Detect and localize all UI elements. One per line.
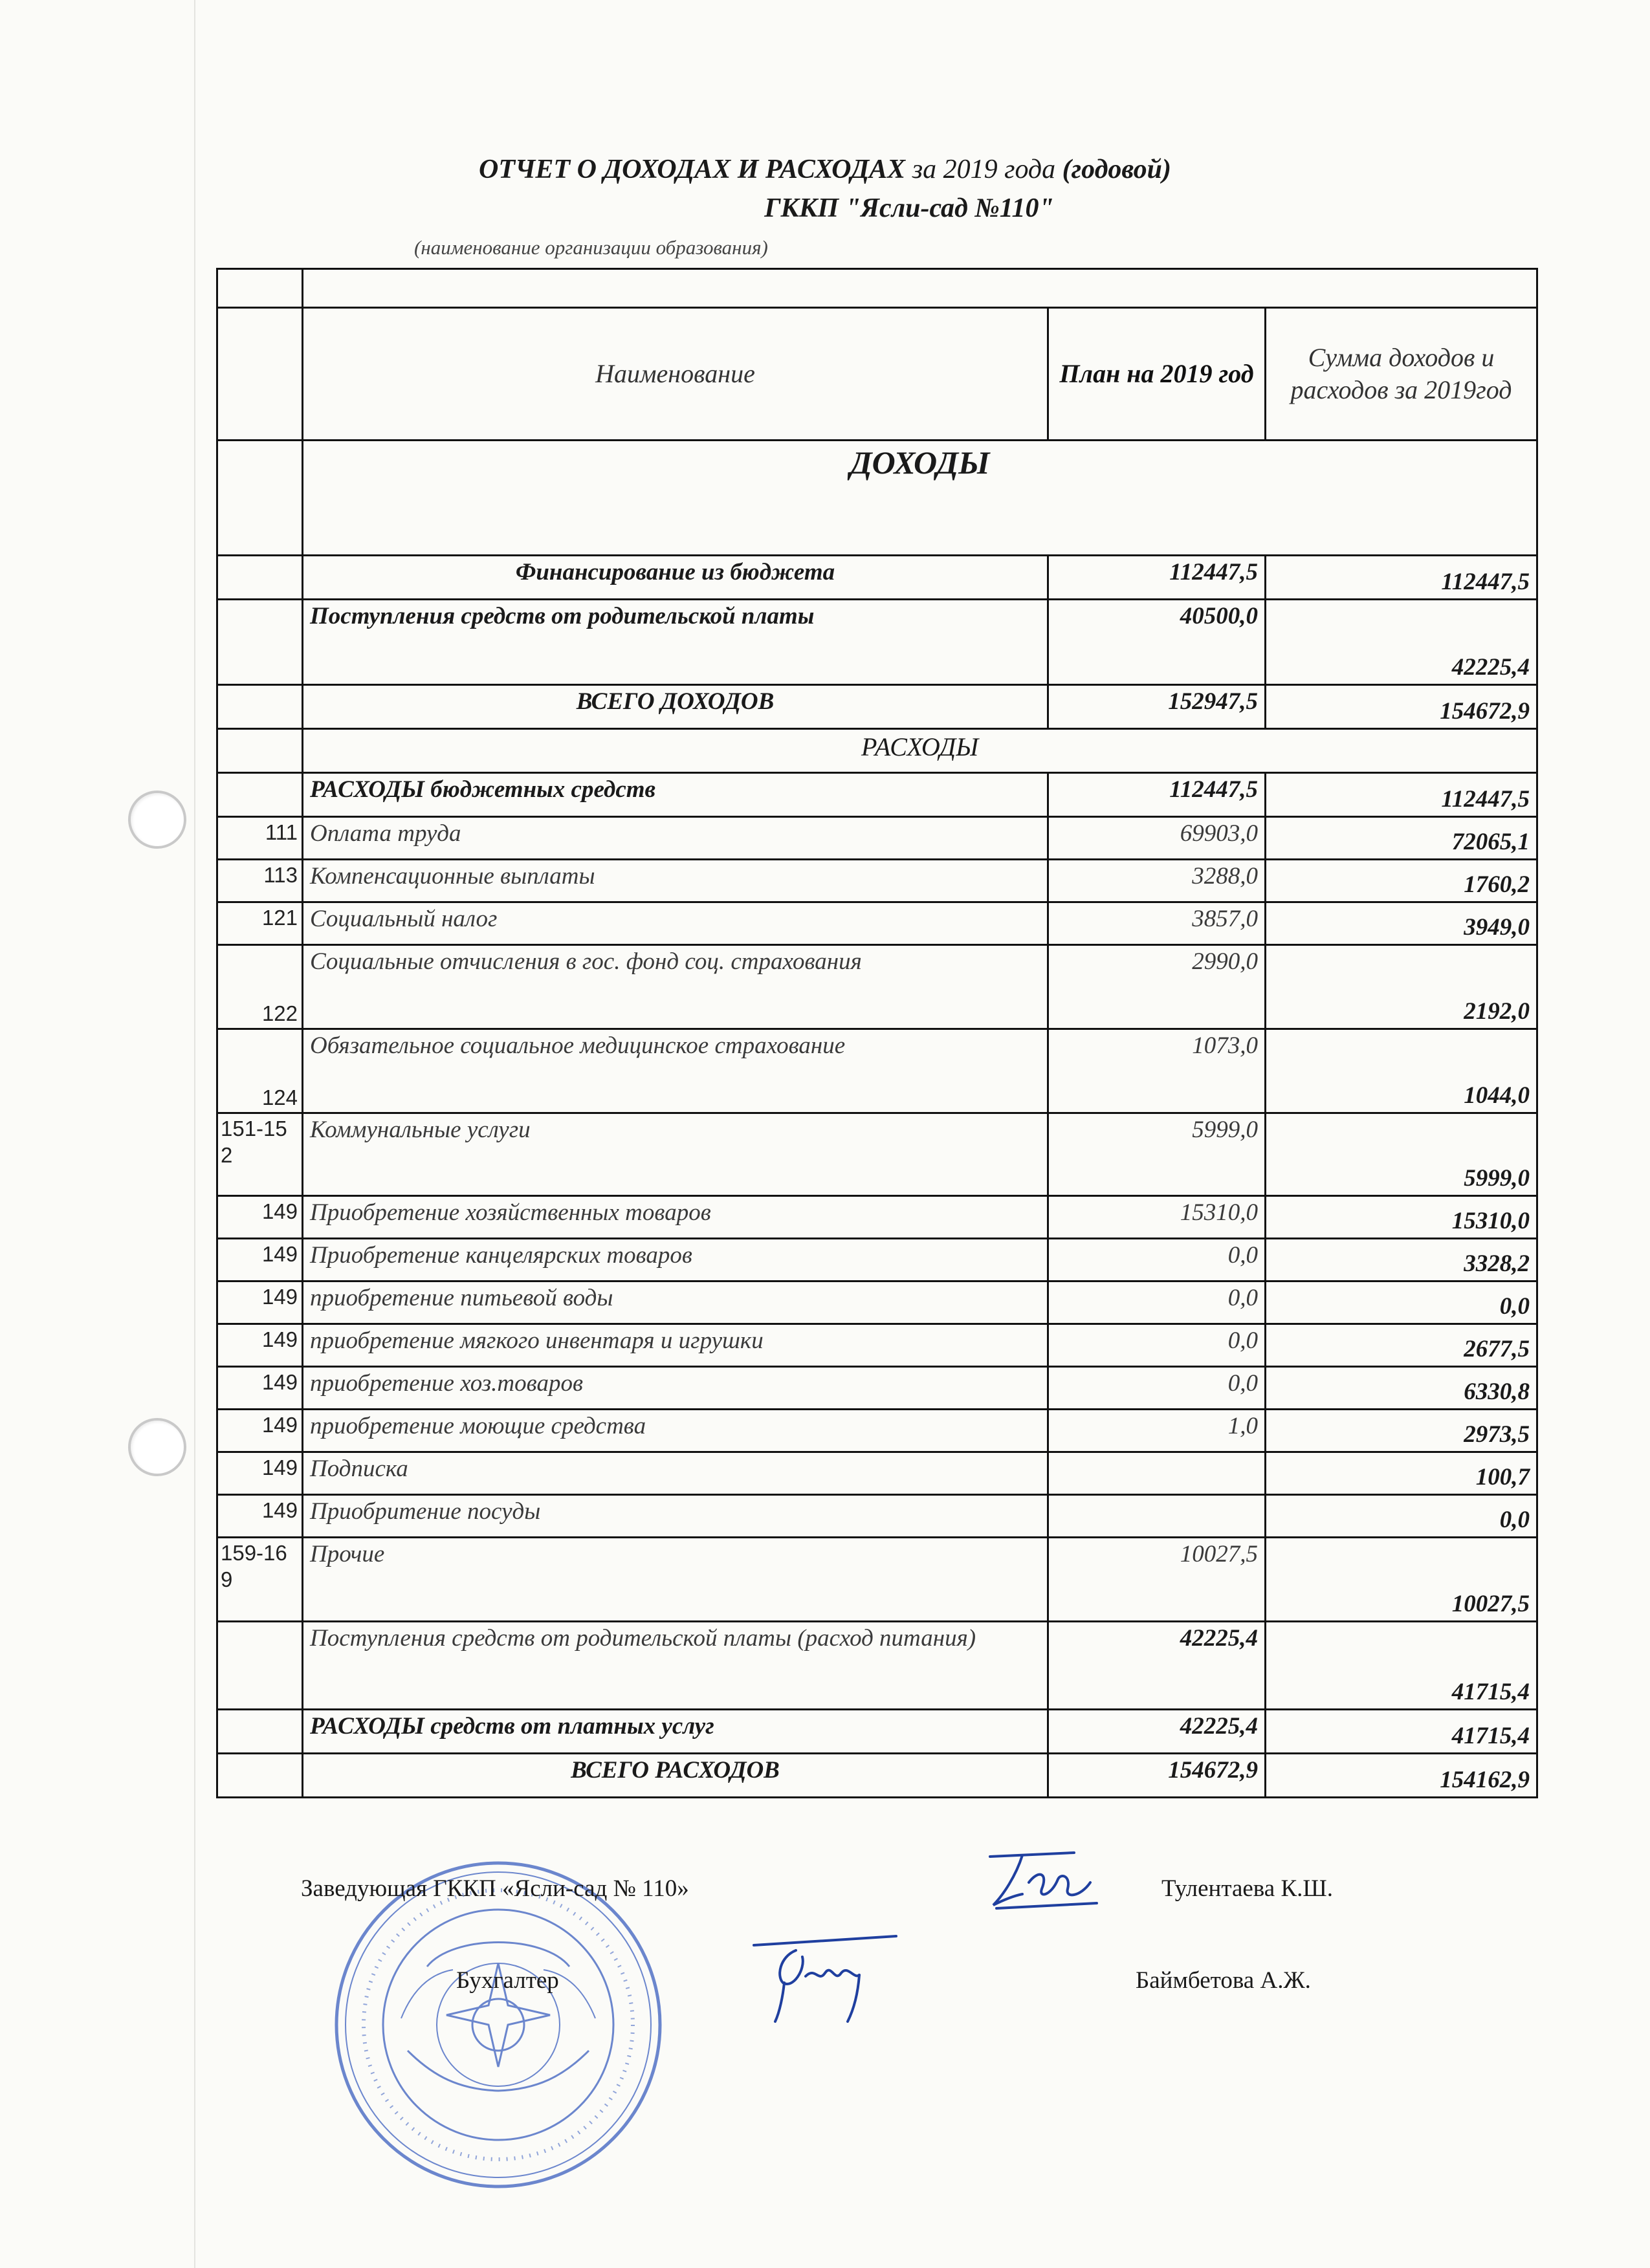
budget-expenses-plan: 112447,5 bbox=[1048, 773, 1266, 817]
row-plan: 0,0 bbox=[1048, 1324, 1266, 1367]
row-actual: 3328,2 bbox=[1266, 1239, 1537, 1281]
column-header-sum: Сумма доходов и расходов за 2019год bbox=[1266, 308, 1537, 441]
table-row bbox=[217, 1710, 1537, 1754]
row-plan: 40500,0 bbox=[1048, 600, 1266, 685]
budget-expenses-label: РАСХОДЫ бюджетных средств bbox=[303, 773, 1048, 817]
row-plan: 1,0 bbox=[1048, 1410, 1266, 1452]
row-plan: 0,0 bbox=[1048, 1281, 1266, 1324]
row-plan bbox=[1048, 1495, 1266, 1538]
row-plan: 2990,0 bbox=[1048, 945, 1266, 1029]
table-row bbox=[217, 556, 1537, 600]
table-row bbox=[217, 860, 1537, 902]
table-row bbox=[217, 1367, 1537, 1410]
row-plan: 112447,5 bbox=[1048, 556, 1266, 600]
row-plan: 0,0 bbox=[1048, 1239, 1266, 1281]
table-row bbox=[217, 1410, 1537, 1452]
row-name: приобретение хоз.товаров bbox=[303, 1367, 1048, 1410]
row-code: 122 bbox=[217, 945, 303, 1029]
accountant-signature-icon bbox=[744, 1931, 899, 2028]
table-row bbox=[217, 1196, 1537, 1239]
row-code: 149 bbox=[217, 1239, 303, 1281]
row-name: Поступления средств от родительской платы bbox=[303, 600, 1048, 685]
parent-fees-label: Поступления средств от родительской платы (расход питания) bbox=[303, 1622, 1048, 1710]
row-actual: 5999,0 bbox=[1266, 1113, 1537, 1196]
total-expenses-label: ВСЕГО РАСХОДОВ bbox=[303, 1754, 1048, 1798]
row-name: приобретение питьевой воды bbox=[303, 1281, 1048, 1324]
row-code: 124 bbox=[217, 1029, 303, 1113]
income-expense-table bbox=[216, 268, 1538, 1798]
row-actual: 100,7 bbox=[1266, 1452, 1537, 1495]
row-plan: 10027,5 bbox=[1048, 1538, 1266, 1622]
column-header-name: Наименование bbox=[303, 308, 1048, 441]
row-name: Приобретение хозяйственных товаров bbox=[303, 1196, 1048, 1239]
row-plan: 3288,0 bbox=[1048, 860, 1266, 902]
income-section-title: ДОХОДЫ bbox=[303, 441, 1537, 556]
organization-caption: (наименование организации образования) bbox=[414, 236, 768, 259]
paid-services-actual: 41715,4 bbox=[1266, 1710, 1537, 1754]
table-row bbox=[217, 945, 1537, 1029]
total-income-label: ВСЕГО ДОХОДОВ bbox=[303, 685, 1048, 729]
table-top-row bbox=[217, 269, 1537, 308]
organization-name: ГККП "Ясли-сад №110" bbox=[764, 193, 1054, 223]
row-actual: 6330,8 bbox=[1266, 1367, 1537, 1410]
expense-section-title: РАСХОДЫ bbox=[303, 729, 1537, 773]
row-actual: 15310,0 bbox=[1266, 1196, 1537, 1239]
punch-hole bbox=[128, 1418, 186, 1476]
table-row bbox=[217, 1538, 1537, 1622]
row-code: 149 bbox=[217, 1324, 303, 1367]
parent-fees-plan: 42225,4 bbox=[1048, 1622, 1266, 1710]
row-actual: 72065,1 bbox=[1266, 817, 1537, 860]
row-code: 113 bbox=[217, 860, 303, 902]
row-actual: 2192,0 bbox=[1266, 945, 1537, 1029]
table-row bbox=[217, 1029, 1537, 1113]
row-code: 149 bbox=[217, 1367, 303, 1410]
expense-section-row bbox=[217, 729, 1537, 773]
row-name: Коммунальные услуги bbox=[303, 1113, 1048, 1196]
punch-hole bbox=[128, 791, 186, 849]
table-row bbox=[217, 600, 1537, 685]
row-actual: 10027,5 bbox=[1266, 1538, 1537, 1622]
paid-services-plan: 42225,4 bbox=[1048, 1710, 1266, 1754]
row-actual: 112447,5 bbox=[1266, 556, 1537, 600]
row-name: приобретение моющие средства bbox=[303, 1410, 1048, 1452]
head-name: Тулентаева К.Ш. bbox=[1161, 1875, 1333, 1902]
row-name: Приобретение канцелярских товаров bbox=[303, 1239, 1048, 1281]
row-code: 149 bbox=[217, 1410, 303, 1452]
row-name: приобретение мягкого инвентаря и игрушки bbox=[303, 1324, 1048, 1367]
row-code: 159-169 bbox=[217, 1538, 303, 1622]
row-actual: 0,0 bbox=[1266, 1281, 1537, 1324]
row-code: 149 bbox=[217, 1452, 303, 1495]
row-name: Подписка bbox=[303, 1452, 1048, 1495]
table-header-row bbox=[217, 308, 1537, 441]
row-actual: 1760,2 bbox=[1266, 860, 1537, 902]
row-actual: 2973,5 bbox=[1266, 1410, 1537, 1452]
table-row bbox=[217, 1281, 1537, 1324]
row-name: Обязательное социальное медицинское страхование bbox=[303, 1029, 1048, 1113]
table-row bbox=[217, 1495, 1537, 1538]
income-section-row bbox=[217, 441, 1537, 556]
row-name: Финансирование из бюджета bbox=[303, 556, 1048, 600]
report-title: ОТЧЕТ О ДОХОДАХ И РАСХОДАХ за 2019 года (годовой) bbox=[479, 155, 1171, 184]
table-row bbox=[217, 773, 1537, 817]
row-plan bbox=[1048, 1452, 1266, 1495]
total-income-plan: 152947,5 bbox=[1048, 685, 1266, 729]
accountant-name: Баймбетова А.Ж. bbox=[1136, 1967, 1311, 1994]
column-header-plan: План на 2019 год bbox=[1048, 308, 1266, 441]
table-row bbox=[217, 1452, 1537, 1495]
row-name: Компенсационные выплаты bbox=[303, 860, 1048, 902]
row-code: 149 bbox=[217, 1281, 303, 1324]
budget-expenses-actual: 112447,5 bbox=[1266, 773, 1537, 817]
table-row bbox=[217, 1324, 1537, 1367]
row-code: 121 bbox=[217, 902, 303, 945]
table-row bbox=[217, 1113, 1537, 1196]
row-plan: 15310,0 bbox=[1048, 1196, 1266, 1239]
table-row bbox=[217, 1754, 1537, 1798]
row-plan: 69903,0 bbox=[1048, 817, 1266, 860]
row-name: Прочие bbox=[303, 1538, 1048, 1622]
paid-services-label: РАСХОДЫ средств от платных услуг bbox=[303, 1710, 1048, 1754]
parent-fees-actual: 41715,4 bbox=[1266, 1622, 1537, 1710]
head-title: Заведующая ГККП «Ясли-сад № 110» bbox=[301, 1875, 689, 1902]
row-actual: 42225,4 bbox=[1266, 600, 1537, 685]
row-actual: 0,0 bbox=[1266, 1495, 1537, 1538]
row-name: Приобритение посуды bbox=[303, 1495, 1048, 1538]
row-name: Социальные отчисления в гос. фонд соц. страхования bbox=[303, 945, 1048, 1029]
total-expenses-plan: 154672,9 bbox=[1048, 1754, 1266, 1798]
row-actual: 3949,0 bbox=[1266, 902, 1537, 945]
row-plan: 3857,0 bbox=[1048, 902, 1266, 945]
row-actual: 2677,5 bbox=[1266, 1324, 1537, 1367]
table-row bbox=[217, 685, 1537, 729]
table-row bbox=[217, 817, 1537, 860]
row-code: 149 bbox=[217, 1495, 303, 1538]
accountant-title: Бухгалтер bbox=[456, 1967, 559, 1994]
table-row bbox=[217, 1239, 1537, 1281]
total-expenses-actual: 154162,9 bbox=[1266, 1754, 1537, 1798]
table-row bbox=[217, 902, 1537, 945]
row-actual: 1044,0 bbox=[1266, 1029, 1537, 1113]
row-plan: 0,0 bbox=[1048, 1367, 1266, 1410]
page-margin-line bbox=[194, 0, 195, 2268]
row-name: Оплата труда bbox=[303, 817, 1048, 860]
seal-stamp-icon bbox=[330, 1857, 666, 2193]
row-name: Социальный налог bbox=[303, 902, 1048, 945]
head-signature-icon bbox=[977, 1844, 1106, 1915]
total-income-actual: 154672,9 bbox=[1266, 685, 1537, 729]
row-code: 111 bbox=[217, 817, 303, 860]
row-code: 151-152 bbox=[217, 1113, 303, 1196]
row-code: 149 bbox=[217, 1196, 303, 1239]
table-row bbox=[217, 1622, 1537, 1710]
row-plan: 5999,0 bbox=[1048, 1113, 1266, 1196]
row-plan: 1073,0 bbox=[1048, 1029, 1266, 1113]
